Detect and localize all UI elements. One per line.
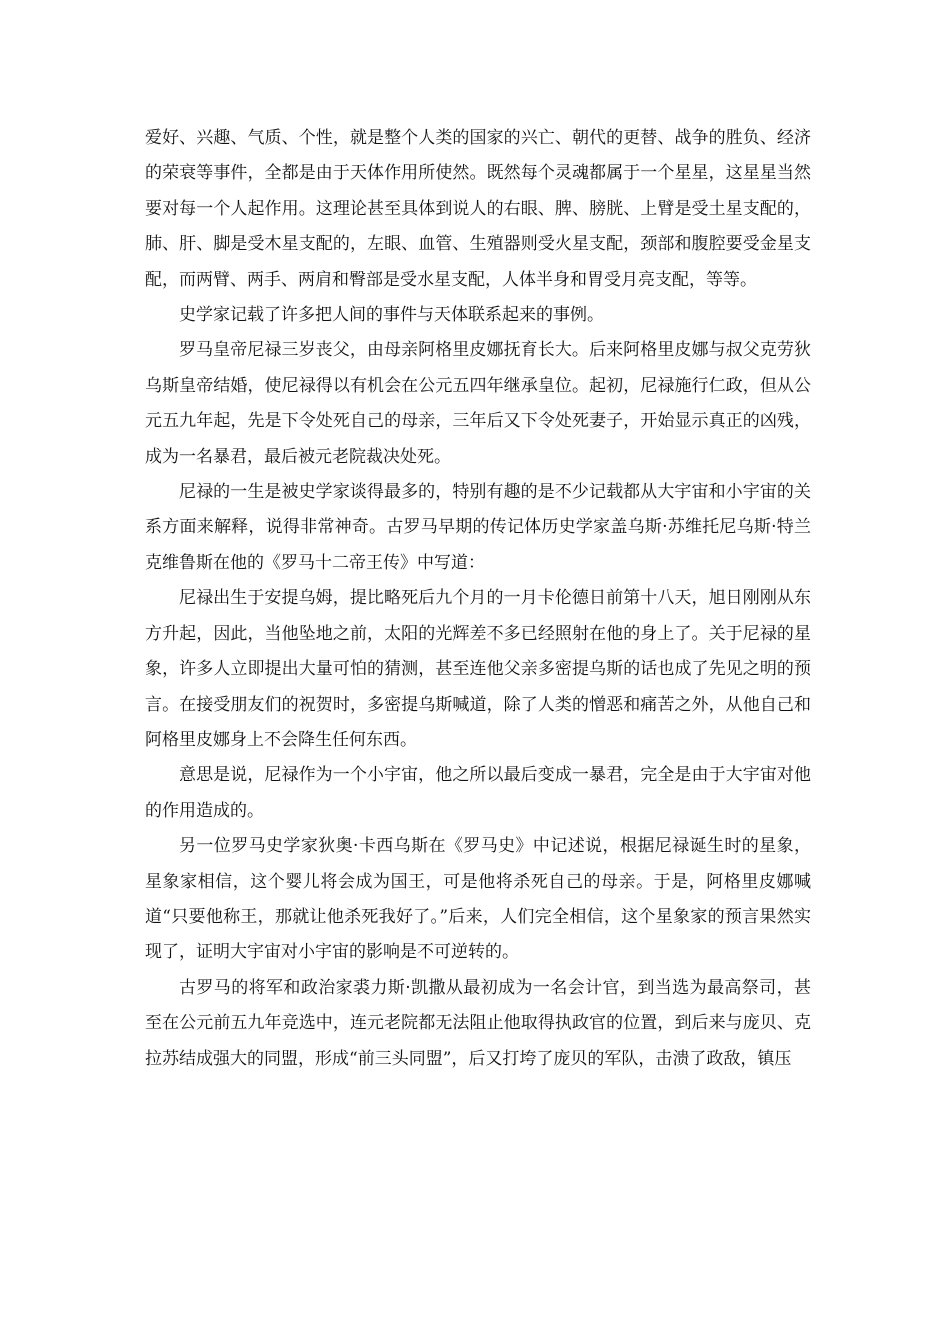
paragraph: 罗马皇帝尼禄三岁丧父，由母亲阿格里皮娜抚育长大。后来阿格里皮娜与叔父克劳狄乌斯皇帝结婚，使尼禄得以有机会在公元五四年继承皇位。起初，尼禄施行仁政，但从公元五九年起，先是下令处死自己的母亲，三年后又下令处死妻子，开始显示真正的凶残，成为一名暴君，最后被元老院裁决处死。	[145, 340, 811, 467]
paragraph-continued: 爱好、兴趣、气质、个性，就是整个人类的国家的兴亡、朝代的更替、战争的胜负、经济的荣衰等事件，全都是由于天体作用所使然。既然每个灵魂都属于一个星星，这星星当然要对每一个人起作用。这理论甚至具体到说人的右眼、脾、膀胱、上臂是受土星支配的，肺、肝、脚是受木星支配的，左眼、血管、生殖器则受火星支配，颈部和腹腔要受金星支配，而两臂、两手、两肩和臀部是受水星支配，人体半身和胃受月亮支配，等等。	[145, 128, 811, 290]
paragraph: 另一位罗马史学家狄奥·卡西乌斯在《罗马史》中记述说，根据尼禄诞生时的星象，星象家相信，这个婴儿将会成为国王，可是他将杀死自己的母亲。于是，阿格里皮娜喊道“只要他称王，那就让他杀死我好了。”后来，人们完全相信，这个星象家的预言果然实现了，证明大宇宙对小宇宙的影响是不可逆转的。	[145, 836, 811, 963]
paragraph: 意思是说，尼禄作为一个小宇宙，他之所以最后变成一暴君，完全是由于大宇宙对他的作用造成的。	[145, 765, 811, 821]
document-body	[145, 121, 811, 1077]
paragraph: 古罗马的将军和政治家裘力斯·凯撒从最初成为一名会计官，到当选为最高祭司，甚至在公元前五九年竞选中，连元老院都无法阻止他取得执政官的位置，到后来与庞贝、克拉苏结成强大的同盟，形成“前三头同盟”，后又打垮了庞贝的军队，击溃了政敌，镇压	[145, 977, 811, 1069]
quoted-paragraph: 尼禄出生于安提乌姆，提比略死后九个月的一月卡伦德日前第十八天，旭日刚刚从东方升起，因此，当他坠地之前，太阳的光辉差不多已经照射在他的身上了。关于尼禄的星象，许多人立即提出大量可怕的猜测，甚至连他父亲多密提乌斯的话也成了先见之明的预言。在接受朋友们的祝贺时，多密提乌斯喊道，除了人类的憎恶和痛苦之外，从他自己和阿格里皮娜身上不会降生任何东西。	[145, 588, 811, 750]
paragraph: 史学家记载了许多把人间的事件与天体联系起来的事例。	[179, 305, 604, 326]
paragraph: 尼禄的一生是被史学家谈得最多的，特别有趣的是不少记载都从大宇宙和小宇宙的关系方面来解释，说得非常神奇。古罗马早期的传记体历史学家盖乌斯·苏维托尼乌斯·特兰克维鲁斯在他的《罗马十二帝王传》中写道：	[145, 482, 811, 573]
